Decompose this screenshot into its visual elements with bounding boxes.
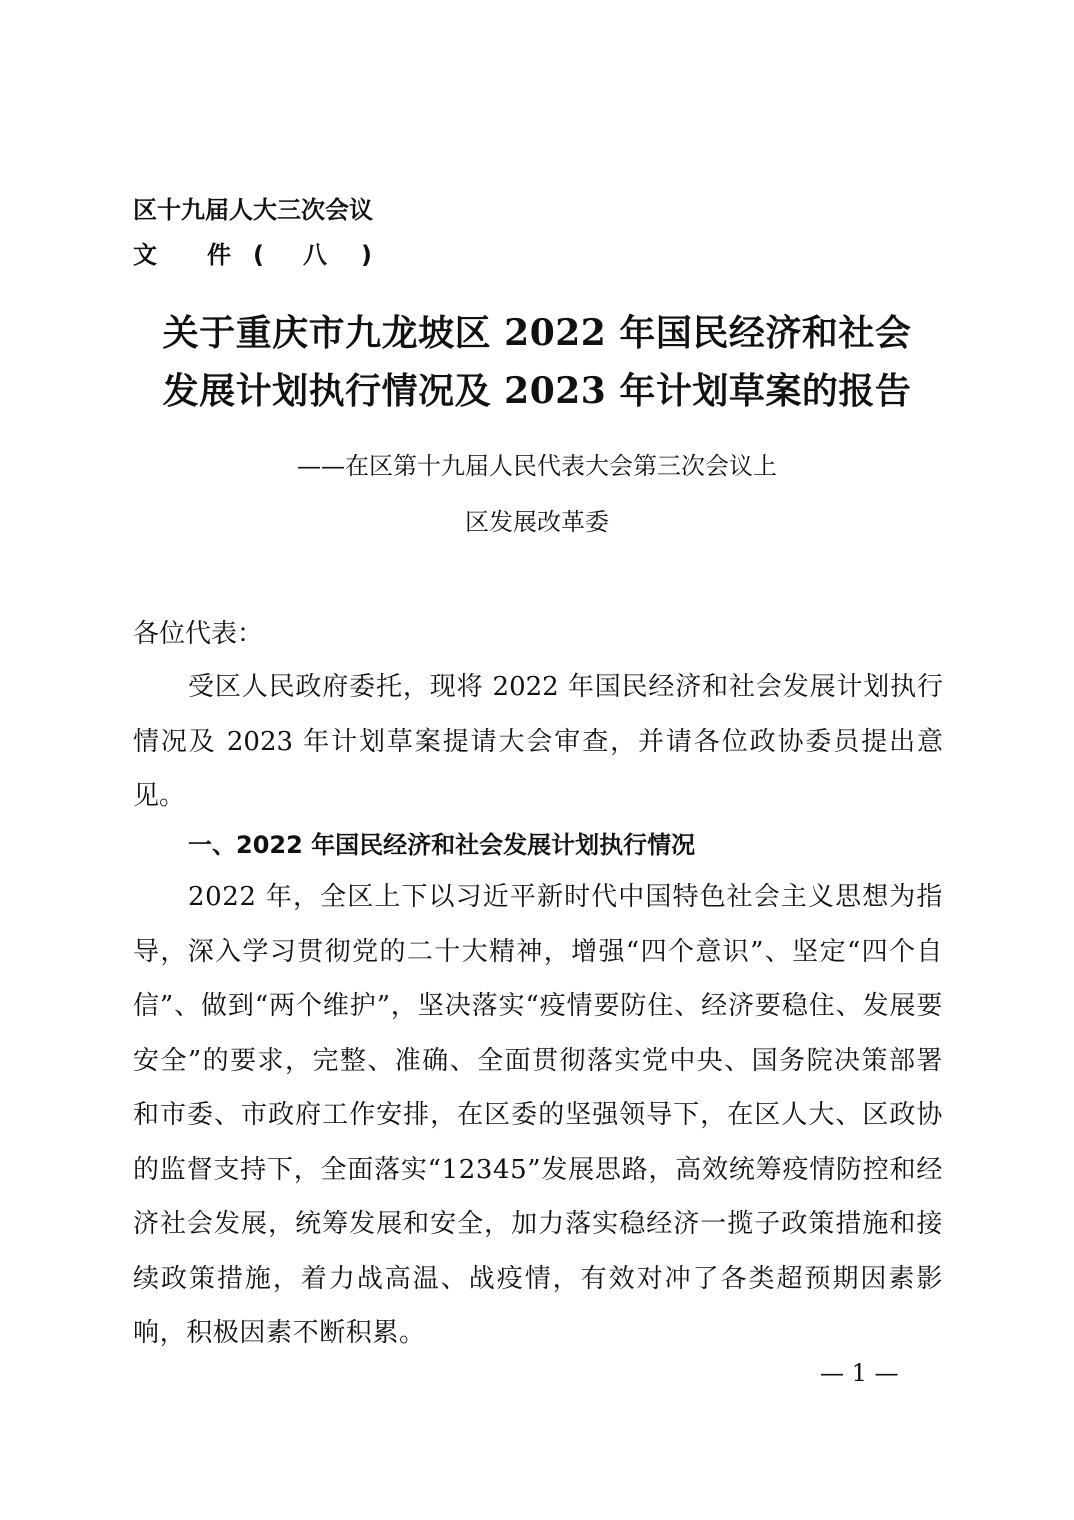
issuing-organization: 区发展改革委: [465, 508, 609, 536]
section-heading: 一、2022 年国民经济和社会发展计划执行情况: [188, 831, 696, 859]
document-number-label: [133, 240, 381, 270]
report-title-line-2: 发展计划执行情况及 2023 年计划草案的报告: [162, 370, 912, 412]
report-title: [110, 304, 964, 420]
doc-paren-open: (: [253, 241, 264, 269]
salutation: 各位代表：: [133, 619, 264, 649]
report-title-line-1: 关于重庆市九龙坡区 2022 年国民经济和社会: [162, 312, 912, 354]
doc-label-jian: 件: [207, 241, 231, 269]
doc-number: 八: [303, 241, 327, 269]
section-paragraph: 2022 年，全区上下以习近平新时代中国特色社会主义思想为指导，深入学习贯彻党的二十大精神，增强“四个意识”、坚定“四个自信”、做到“两个维护”，坚决落实“疫情要防住、经济要稳住、发展要安全”的要求，完整、准确、全面贯彻落实党中央、国务院决策部署和市委、市政府工作安排，在区委的坚强领导下，在区人大、区政协的监督支持下，全面落实“12345”发展思路，高效统筹疫情防控和经济社会发展，统筹发展和安全，加力落实稳经济一揽子政策措施和接续政策措施，着力战高温、战疫情，有效对冲了各类超预期因素影响，积极因素不断积累。: [133, 882, 943, 1348]
intro-paragraph: 受区人民政府委托，现将 2022 年国民经济和社会发展计划执行情况及 2023 年计划草案提请大会审查，并请各位政协委员提出意见。: [133, 672, 943, 811]
report-subtitle: ——在区第十九届人民代表大会第三次会议上: [297, 452, 777, 480]
session-label: 区十九届人大三次会议: [133, 196, 373, 224]
doc-label-wen: 文: [133, 241, 157, 269]
doc-paren-close: ): [361, 241, 372, 269]
page-number: — 1 —: [820, 1359, 899, 1387]
